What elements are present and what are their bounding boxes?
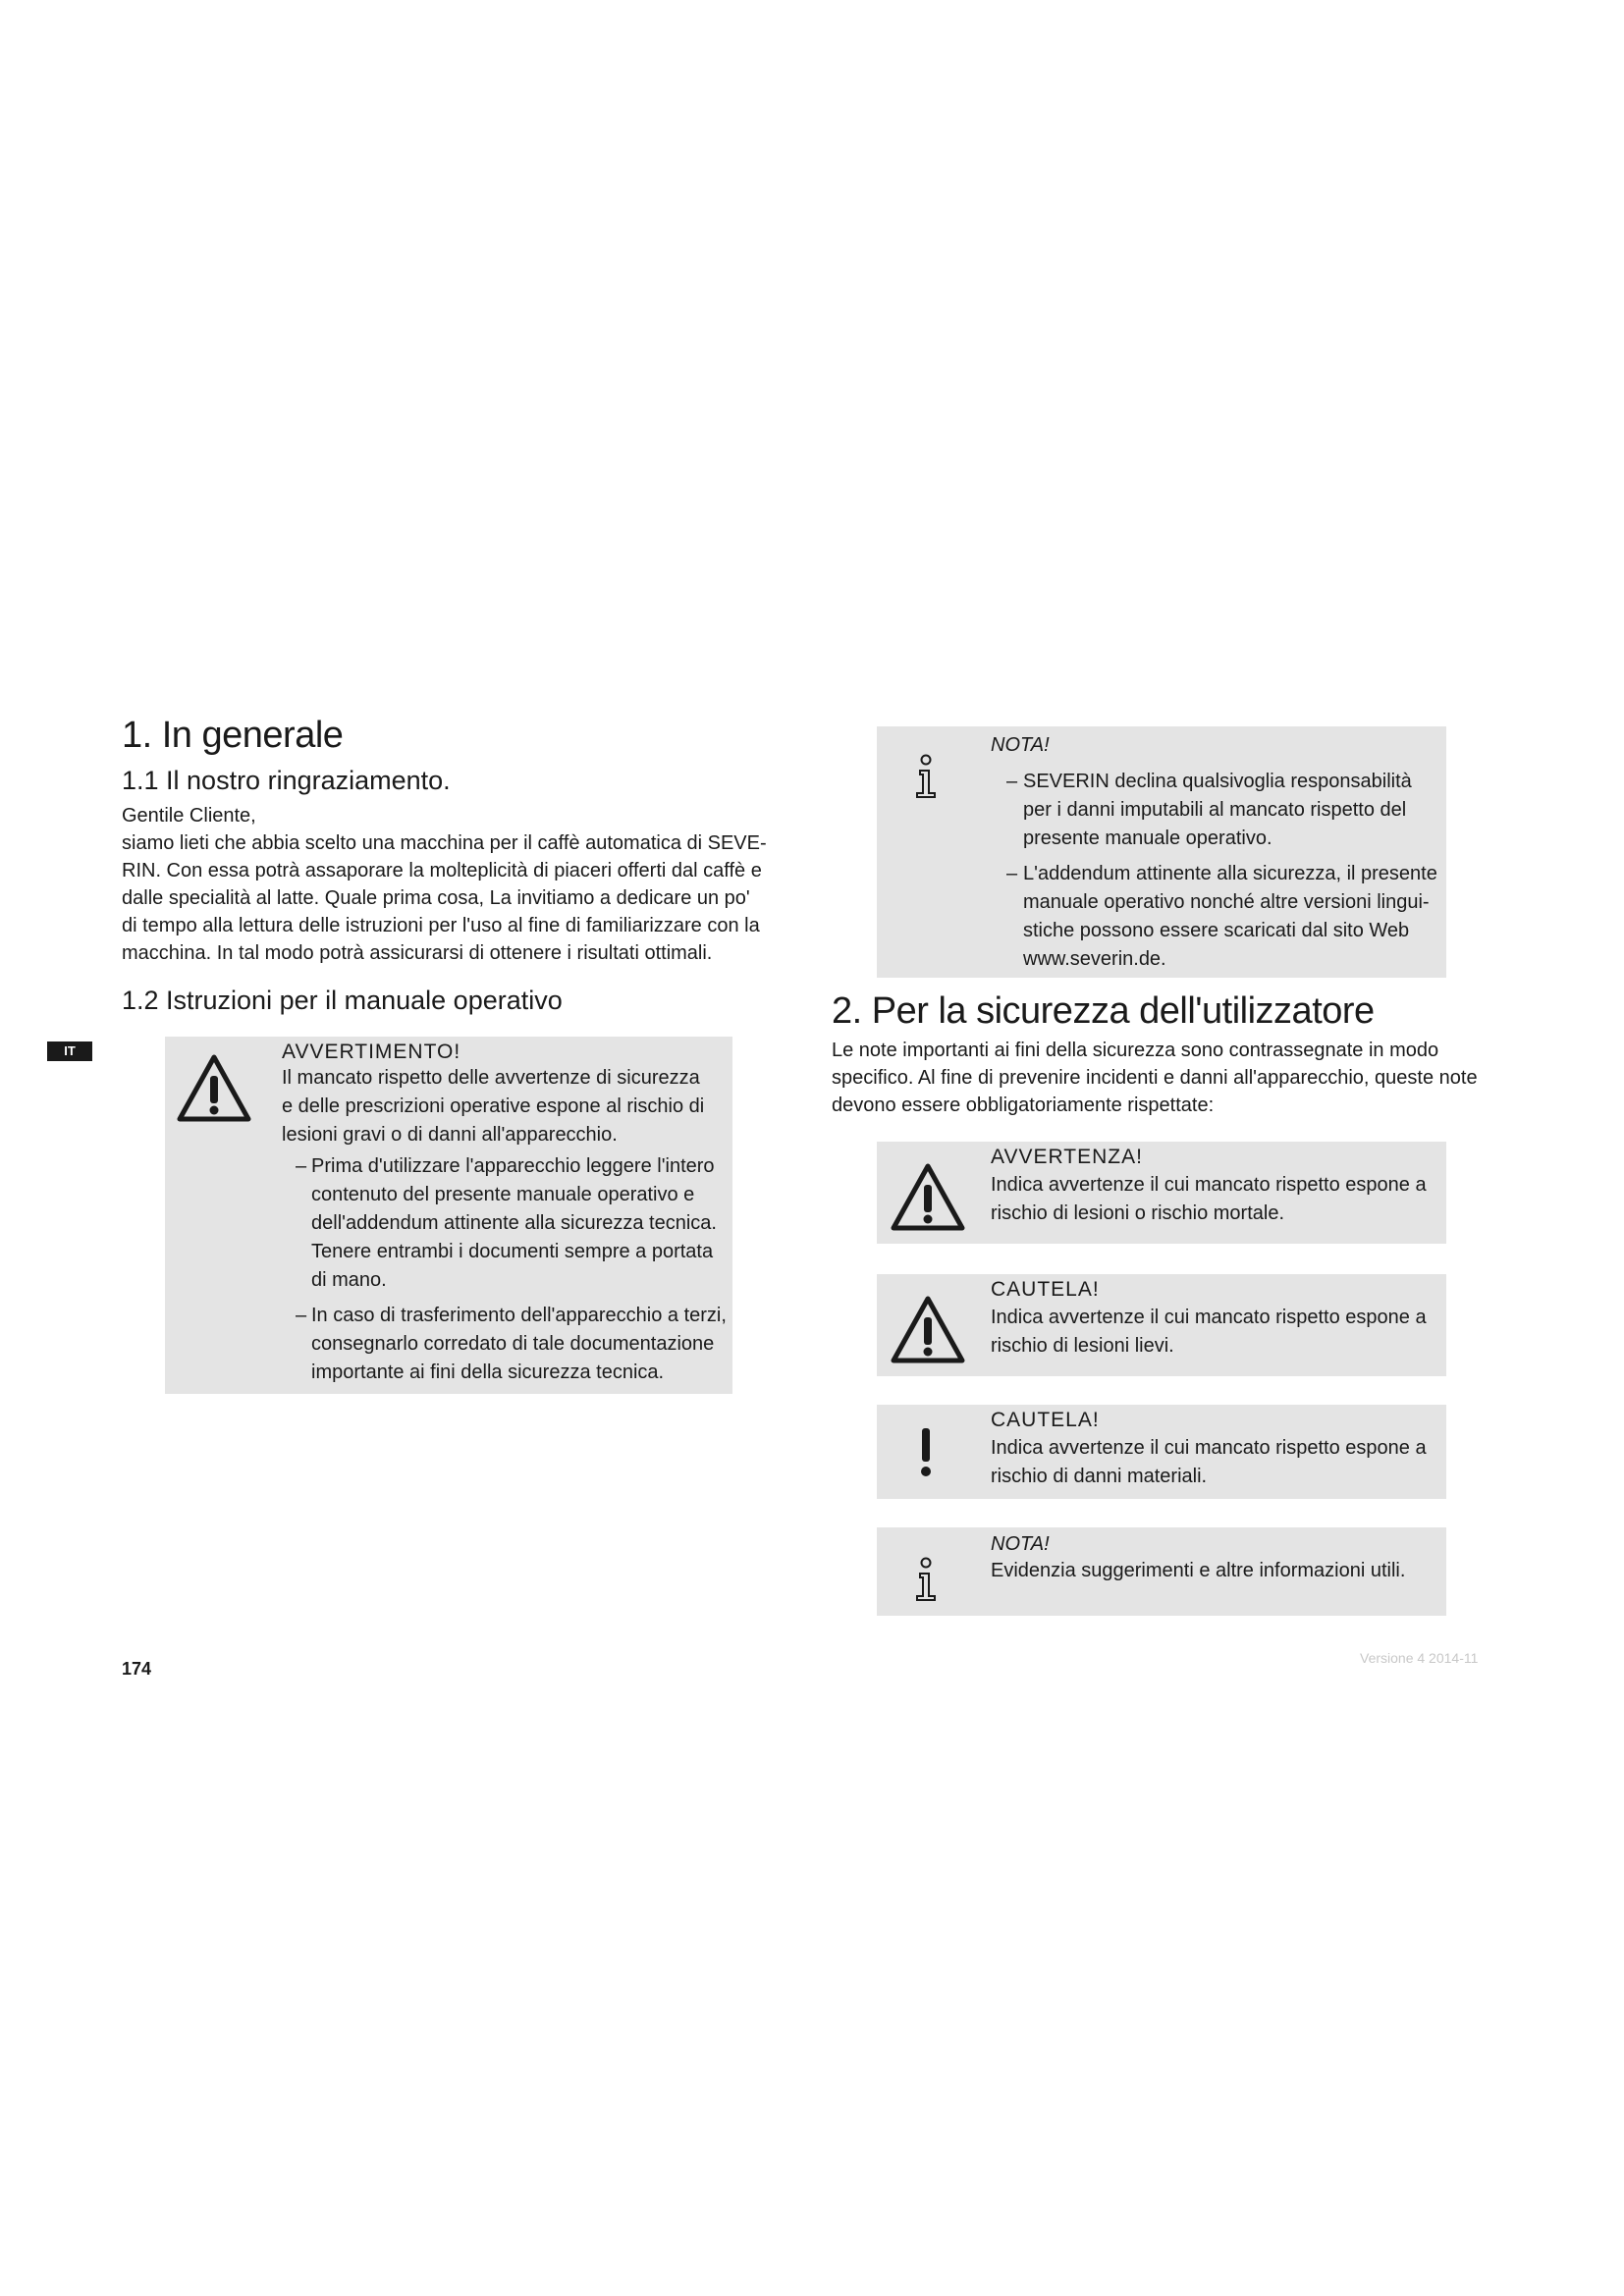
greeting: Gentile Cliente,	[122, 805, 256, 827]
warning-definition-text	[991, 1171, 1427, 1228]
bullet-line: dell'addendum attinente alla sicurezza tecnica.	[311, 1212, 717, 1234]
info-icon	[912, 1557, 940, 1602]
note-definition-text	[991, 1557, 1405, 1585]
bullet-line: presente manuale operativo.	[1023, 828, 1272, 849]
definition-line: Indica avvertenze il cui mancato rispetto espone a	[991, 1437, 1427, 1459]
bullet-line: per i danni imputabili al mancato rispetto del	[1023, 799, 1407, 821]
warning-intro-line: lesioni gravi o di danni all'apparecchio.	[282, 1124, 618, 1146]
bullet-dash: –	[1006, 771, 1018, 792]
section-1-1-heading: 1.1 Il nostro ringraziamento.	[122, 766, 451, 795]
page-number: 174	[122, 1659, 152, 1679]
warning-box	[165, 1037, 732, 1394]
warning-intro-line: Il mancato rispetto delle avvertenze di sicurezza	[282, 1067, 700, 1089]
language-badge: IT	[47, 1041, 92, 1061]
bullet-line: contenuto del presente manuale operativo e	[311, 1184, 695, 1205]
note-box-top	[877, 726, 1446, 978]
warning-box-bullet-1	[311, 1152, 717, 1295]
body-line: di tempo alla lettura delle istruzioni per l'uso al fine di familiarizzare con la	[122, 915, 760, 936]
body-line: siamo lieti che abbia scelto una macchina per il caffè automatica di SEVE-	[122, 832, 767, 854]
bullet-line: www.severin.de.	[1023, 948, 1166, 970]
bullet-dash: –	[1006, 863, 1018, 884]
bullet-dash: –	[296, 1155, 307, 1177]
bullet-line: stiche possono essere scaricati dal sito Web	[1023, 920, 1410, 941]
bullet-line: L'addendum attinente alla sicurezza, il presente	[1023, 863, 1437, 884]
note-box-top-bullet-2	[1023, 860, 1437, 974]
body-line: specifico. Al fine di prevenire incidenti e danni all'apparecchio, queste note	[832, 1067, 1478, 1089]
caution-damage-title: CAUTELA!	[991, 1409, 1100, 1431]
caution-damage-box	[877, 1405, 1446, 1499]
bullet-dash: –	[296, 1305, 307, 1326]
body-line: dalle specialità al latte. Quale prima cosa, La invitiamo a dedicare un po'	[122, 887, 750, 909]
definition-line: Indica avvertenze il cui mancato rispetto espone a	[991, 1174, 1427, 1196]
warning-intro-line: e delle prescrizioni operative espone al rischio di	[282, 1095, 705, 1117]
warning-box-title: AVVERTIMENTO!	[282, 1041, 461, 1063]
caution-damage-text	[991, 1434, 1427, 1491]
definition-line: rischio di lesioni o rischio mortale.	[991, 1202, 1285, 1224]
body-line: Le note importanti ai fini della sicurezza sono contrassegnate in modo	[832, 1040, 1439, 1061]
section-1-heading: 1. In generale	[122, 715, 344, 756]
bullet-line: importante ai fini della sicurezza tecnica.	[311, 1362, 665, 1383]
body-line: devono essere obbligatoriamente rispettate:	[832, 1095, 1215, 1116]
bullet-line: SEVERIN declina qualsivoglia responsabilità	[1023, 771, 1412, 792]
warning-triangle-icon	[177, 1054, 251, 1123]
section-2-body	[832, 1037, 1478, 1119]
bullet-line: manuale operativo nonché altre versioni lingui-	[1023, 891, 1430, 913]
info-icon	[912, 754, 940, 799]
warning-box-bullet-2	[311, 1302, 727, 1387]
bullet-line: In caso di trasferimento dell'apparecchio a terzi,	[311, 1305, 727, 1326]
section-1-1-body	[122, 802, 770, 967]
bullet-line: Prima d'utilizzare l'apparecchio leggere l'intero	[311, 1155, 715, 1177]
bullet-line: consegnarlo corredato di tale documentazione	[311, 1333, 715, 1355]
exclamation-icon	[919, 1426, 933, 1479]
note-definition-box	[877, 1527, 1446, 1616]
caution-injury-box	[877, 1274, 1446, 1376]
section-2-heading: 2. Per la sicurezza dell'utilizzatore	[832, 990, 1375, 1032]
definition-line: rischio di danni materiali.	[991, 1466, 1208, 1487]
note-box-top-bullet-1	[1023, 768, 1412, 853]
warning-triangle-icon	[891, 1163, 965, 1232]
definition-line: rischio di lesioni lievi.	[991, 1335, 1174, 1357]
warning-triangle-icon	[891, 1296, 965, 1364]
warning-box-intro	[282, 1064, 704, 1149]
version-label: Versione 4 2014-11	[1360, 1650, 1479, 1666]
bullet-line: Tenere entrambi i documenti sempre a portata	[311, 1241, 714, 1262]
definition-line: Indica avvertenze il cui mancato rispetto espone a	[991, 1307, 1427, 1328]
warning-definition-title: AVVERTENZA!	[991, 1146, 1143, 1168]
caution-injury-text	[991, 1304, 1427, 1361]
warning-definition-box	[877, 1142, 1446, 1244]
section-1-2-heading: 1.2 Istruzioni per il manuale operativo	[122, 986, 563, 1015]
definition-line: Evidenzia suggerimenti e altre informazioni utili.	[991, 1560, 1406, 1581]
body-line: RIN. Con essa potrà assaporare la molteplicità di piaceri offerti dal caffè e	[122, 860, 762, 881]
note-box-top-title: NOTA!	[991, 734, 1050, 756]
bullet-line: di mano.	[311, 1269, 387, 1291]
body-line: macchina. In tal modo potrà assicurarsi di ottenere i risultati ottimali.	[122, 942, 713, 964]
caution-injury-title: CAUTELA!	[991, 1278, 1100, 1301]
note-definition-title: NOTA!	[991, 1533, 1050, 1555]
